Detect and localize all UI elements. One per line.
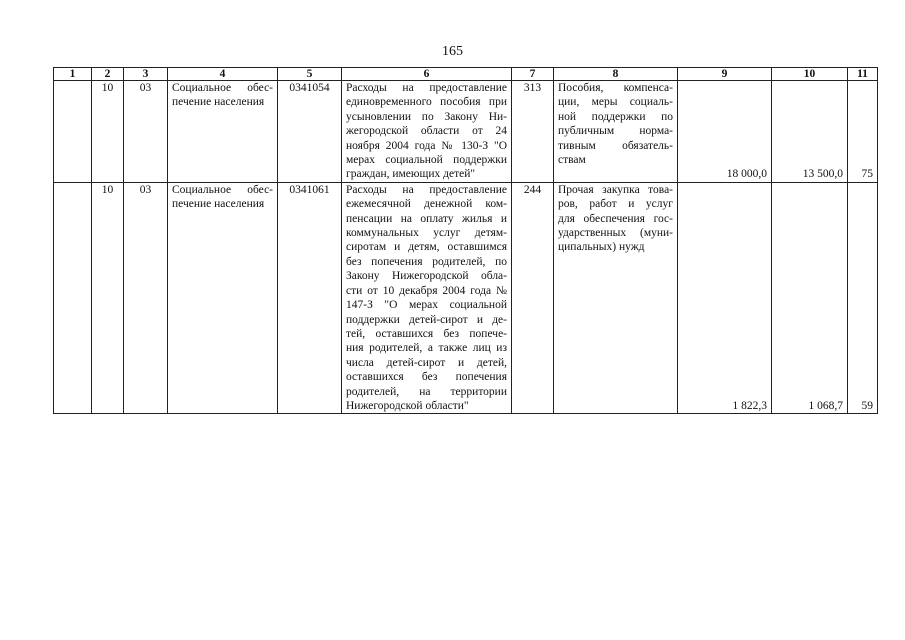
text-line: родителей, на территории (346, 385, 507, 398)
cell-expense-type: 244 (512, 182, 554, 414)
cell-target-code: 0341061 (278, 182, 342, 414)
text-line: ежемесячной денежной ком- (346, 198, 507, 211)
cell-col1 (54, 81, 92, 183)
text-line: сиротам и детям, оставшимся (346, 241, 507, 254)
text-line: для обеспечения гос- (558, 212, 673, 225)
text-line: сти от 10 декабря 2004 года № (346, 284, 507, 297)
cell-section-name (168, 81, 278, 183)
cell-target-code: 0341054 (278, 81, 342, 183)
cell-section-name (168, 182, 278, 414)
cell-percent: 75 (848, 81, 878, 183)
cell-expense-type: 313 (512, 81, 554, 183)
column-header: 2 (92, 68, 124, 81)
text-line: публичным норма- (558, 125, 673, 138)
text-line: Социальное обес- (172, 183, 273, 196)
column-header: 8 (554, 68, 678, 81)
text-line: усыновлении по Закону Ни- (346, 110, 507, 123)
text-line: мерах социальной поддержки (346, 154, 507, 167)
page-number: 165 (442, 44, 463, 59)
column-header: 9 (678, 68, 772, 81)
text-line: Прочая закупка това- (558, 183, 673, 196)
text-line: Пособия, компенса- (558, 82, 673, 94)
cell-amount-planned: 18 000,0 (678, 81, 772, 183)
cell-description (342, 81, 512, 183)
text-line: тивным обязатель- (558, 139, 673, 152)
text-line: 147-З "О мерах социальной (346, 299, 507, 312)
text-line: Закону Нижегородской обла- (346, 270, 507, 283)
text-line: ции, меры социаль- (558, 96, 673, 109)
text-line: ров, работ и услуг (558, 198, 673, 211)
table-row (54, 182, 878, 414)
text-line: Нижегородской области" (346, 399, 469, 412)
column-header: 1 (54, 68, 92, 81)
header-row (54, 68, 878, 81)
text-line: печение населения (172, 198, 265, 211)
cell-section: 10 (92, 182, 124, 414)
cell-amount-actual: 1 068,7 (772, 182, 848, 414)
cell-col1 (54, 182, 92, 414)
table-row (54, 81, 878, 183)
cell-expense-name (554, 81, 678, 183)
text-line: без попечения родителей, по (346, 255, 507, 268)
text-line: ноября 2004 года № 130-З "О (346, 139, 507, 152)
column-header: 10 (772, 68, 848, 81)
text-line: ной поддержки по (558, 110, 673, 123)
text-line: печение населения (172, 96, 265, 109)
column-header: 7 (512, 68, 554, 81)
text-line: Расходы на предоставление (346, 82, 507, 94)
text-line: граждан, имеющих детей" (346, 168, 476, 181)
column-header: 3 (124, 68, 168, 81)
cell-section: 10 (92, 81, 124, 183)
text-line: ствам (558, 154, 586, 167)
text-line: единовременного пособия при (346, 96, 507, 109)
cell-expense-name (554, 182, 678, 414)
text-line: коммунальных услуг детям- (346, 227, 507, 240)
text-line: жегородской области от 24 (346, 125, 507, 138)
text-line: пенсации на оплату жилья и (346, 212, 507, 225)
cell-subsection: 03 (124, 182, 168, 414)
text-line: Расходы на предоставление (346, 183, 507, 196)
column-header: 6 (342, 68, 512, 81)
budget-table (53, 67, 878, 414)
text-line: Социальное обес- (172, 82, 273, 94)
text-line: поддержки детей-сирот и де- (346, 313, 507, 326)
column-header: 5 (278, 68, 342, 81)
column-header: 11 (848, 68, 878, 81)
text-line: тей, оставшихся без попече- (346, 327, 507, 340)
text-line: числа детей-сирот и детей, (346, 356, 507, 369)
text-line: ния родителей, а также лиц из (346, 342, 507, 355)
cell-percent: 59 (848, 182, 878, 414)
cell-amount-planned: 1 822,3 (678, 182, 772, 414)
cell-amount-actual: 13 500,0 (772, 81, 848, 183)
text-line: ципальных) нужд (558, 241, 645, 254)
column-header: 4 (168, 68, 278, 81)
cell-subsection: 03 (124, 81, 168, 183)
text-line: оставшихся без попечения (346, 371, 507, 384)
cell-description (342, 182, 512, 414)
text-line: ударственных (муни- (558, 227, 673, 240)
